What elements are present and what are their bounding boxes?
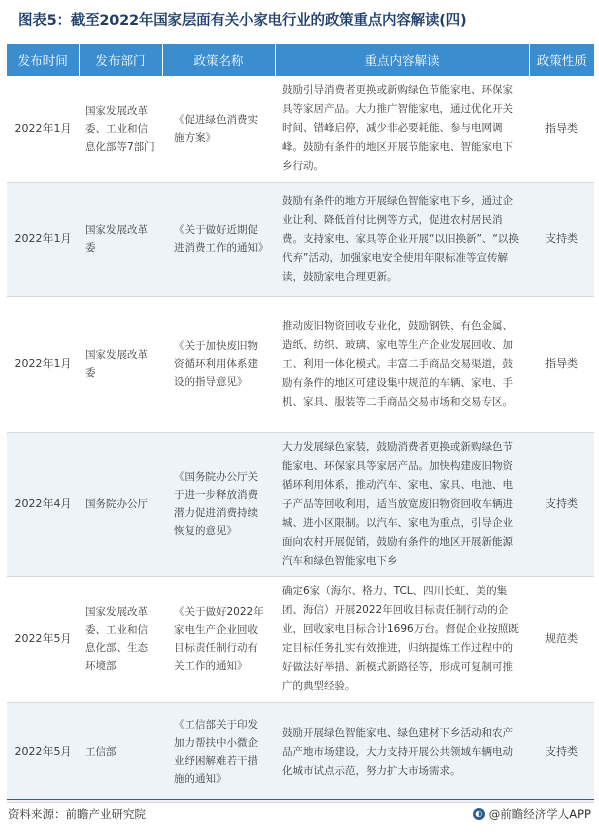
cell-content: 鼓励引导消费者更换或新购绿色节能家电、环保家具等家居产品。大力推广智能家电，通过优化开关时间、错峰启停，减少非必要耗能、参与电网调峰。鼓励有条件的地区开展节能家电、智能家电下乡行动。: [275, 76, 529, 182]
cell-dept: 工信部: [79, 702, 162, 802]
cell-content: 鼓励有条件的地方开展绿色智能家电下乡，通过企业让利、降低首付比例等方式，促进农村居民消费。支持家电、家具等企业开展“以旧换新”、“以换代弃”活动，加强家电安全使用年限标准等宣传解读，鼓励家电合理更新。: [275, 182, 529, 296]
cell-content: 大力发展绿色家装，鼓励消费者更换或新购绿色节能家电、环保家具等家居产品。加快构建废旧物资循环利用体系，推动汽车、家电、家具、电池、电子产品等回收利用，适当放宽废旧物资回收车辆进城、进小区限制。以汽车、家电为重点，引导企业面向农村开展促销，鼓励有条件的地区开展新能源汽车和绿色智能家电下乡: [275, 432, 529, 576]
cell-dept: 国家发展改革委: [79, 182, 162, 296]
table-header-row: [7, 44, 594, 76]
brand-credit: [473, 806, 591, 822]
chart-title: 图表5：截至2022年国家层面有关小家电行业的政策重点内容解读(四): [18, 13, 467, 29]
cell-nature: 支持类: [529, 702, 594, 802]
cell-dept: 国家发展改革委: [79, 296, 162, 432]
cell-content: 确定6家（海尔、格力、TCL、四川长虹、美的集团、海信）开展2022年回收目标责任制行动的企业，回收家电目标合计1696万台。督促企业按照既定目标任务扎实有效推进，归纳提炼工作过程中的好做法好举措、新模式新路径等，形成可复制可推广的典型经验。: [275, 576, 529, 702]
table-row: [7, 76, 594, 182]
table-row: [7, 182, 594, 296]
cell-policy: 《关于加快废旧物资循环利用体系建设的指导意见》: [162, 296, 275, 432]
header-nature: 政策性质: [529, 44, 594, 76]
cell-policy: 《促进绿色消费实施方案》: [162, 76, 275, 182]
circle-logo-icon: ◐: [473, 808, 485, 820]
table-row: [7, 296, 594, 432]
cell-time: 2022年1月: [7, 182, 79, 296]
header-dept: 发布部门: [79, 44, 162, 76]
source-note: 资料来源：前瞻产业研究院: [8, 807, 146, 821]
table-row: [7, 576, 594, 702]
cell-nature: 规范类: [529, 576, 594, 702]
cell-nature: 指导类: [529, 76, 594, 182]
cell-time: 2022年5月: [7, 702, 79, 802]
header-content: 重点内容解读: [275, 44, 529, 76]
policy-table: [7, 44, 594, 803]
cell-policy: 《关于做好2022年家电生产企业回收目标责任制行动有关工作的通知》: [162, 576, 275, 702]
footer-divider: [7, 799, 594, 800]
cell-policy: 《工信部关于印发加力帮扶中小微企业纾困解难若干措施的通知》: [162, 702, 275, 802]
cell-dept: 国家发展改革委、工业和信息化部、生态环境部: [79, 576, 162, 702]
table-row: [7, 432, 594, 576]
cell-content: 鼓励开展绿色智能家电、绿色建材下乡活动和农产品产地市场建设，大力支持开展公共领域车辆电动化城市试点示范，努力扩大市场需求。: [275, 702, 529, 802]
brand-text: @前瞻经济学人APP: [488, 807, 591, 821]
cell-dept: 国家发展改革委、工业和信息化部等7部门: [79, 76, 162, 182]
header-time: 发布时间: [7, 44, 79, 76]
cell-policy: 《国务院办公厅关于进一步释放消费潜力促进消费持续恢复的意见》: [162, 432, 275, 576]
cell-dept: 国务院办公厅: [79, 432, 162, 576]
cell-nature: 指导类: [529, 296, 594, 432]
cell-time: 2022年5月: [7, 576, 79, 702]
cell-content: 推动废旧物资回收专业化，鼓励钢铁、有色金属、造纸、纺织、玻璃、家电等生产企业发展回收、加工、利用一体化模式。丰富二手商品交易渠道，鼓励有条件的地区可建设集中规范的车辆、家电、手机、家具、服装等二手商品交易市场和交易专区。: [275, 296, 529, 432]
cell-time: 2022年1月: [7, 296, 79, 432]
header-policy: 政策名称: [162, 44, 275, 76]
cell-nature: 支持类: [529, 432, 594, 576]
table-row: [7, 702, 594, 802]
cell-nature: 支持类: [529, 182, 594, 296]
cell-policy: 《关于做好近期促进消费工作的通知》: [162, 182, 275, 296]
cell-time: 2022年1月: [7, 76, 79, 182]
cell-time: 2022年4月: [7, 432, 79, 576]
